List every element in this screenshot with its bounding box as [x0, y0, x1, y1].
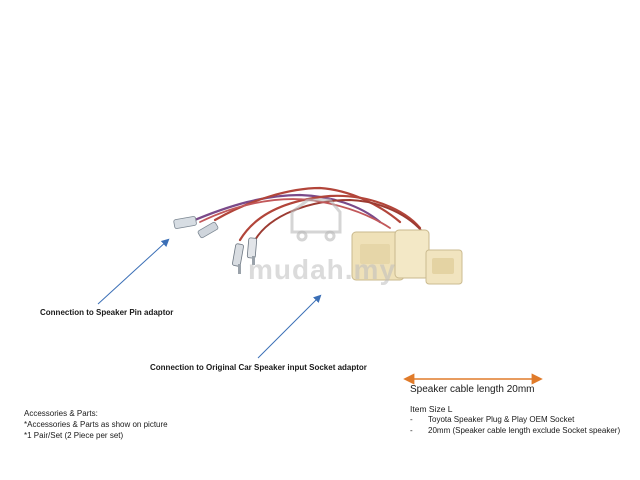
item-size-block [410, 404, 620, 436]
list-item: - 20mm (Speaker cable length exclude Socket speaker) [410, 426, 621, 435]
pin-adaptor-label: Connection to Speaker Pin adaptor [40, 308, 174, 317]
list-item: - Toyota Speaker Plug & Play OEM Socket [410, 415, 575, 424]
accessories-block [24, 408, 168, 441]
accessories-title: Accessories & Parts: [24, 409, 98, 418]
item-size-title: Item Size L [410, 404, 453, 414]
pin-connectors [173, 216, 256, 274]
watermark-text: mudah.my [248, 254, 397, 285]
watermark-car-icon [292, 200, 340, 240]
item-size-item-2: 20mm (Speaker cable length exclude Socket speaker) [428, 426, 621, 435]
cable-length-label: Speaker cable length 20mm [410, 384, 535, 395]
item-size-item-1: Toyota Speaker Plug & Play OEM Socket [428, 415, 575, 424]
accessories-line-2: *1 Pair/Set (2 Piece per set) [24, 431, 124, 440]
socket-callout-arrow [258, 296, 320, 358]
socket-adaptor-label: Connection to Original Car Speaker input Socket adaptor [150, 363, 367, 372]
item-size-list [410, 414, 620, 436]
accessories-line-1: *Accessories & Parts as show on picture [24, 420, 168, 429]
pin-callout-arrow [98, 240, 168, 304]
